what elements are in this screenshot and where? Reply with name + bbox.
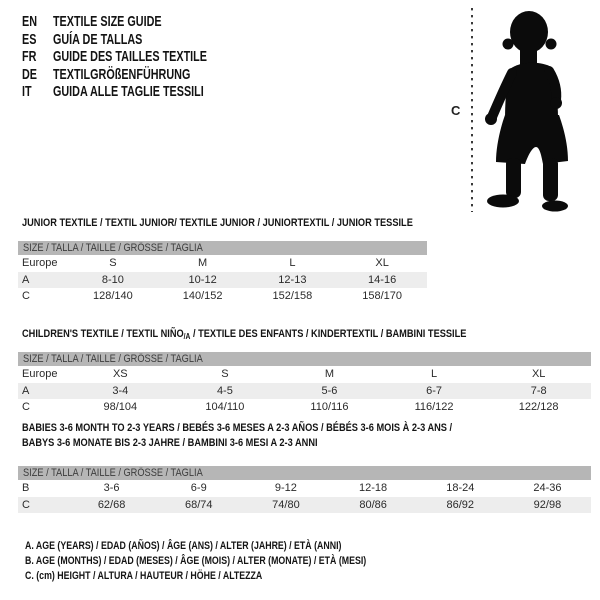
table-cell: 104/110 [205, 401, 245, 413]
table-cell: 24-36 [533, 482, 562, 494]
row-label: C [22, 499, 30, 511]
size-header-label: SIZE / TALLA / TAILLE / GRÖSSE / TAGLIA [23, 353, 203, 365]
size-header-bar [18, 466, 591, 480]
table-cell: M [324, 368, 335, 380]
table-row [18, 480, 591, 497]
table-cell: 4-5 [216, 385, 233, 397]
language-row-es [22, 31, 279, 49]
size-header-bar [18, 241, 427, 255]
table-cell: 7-8 [530, 385, 547, 397]
language-row-en [22, 13, 279, 31]
table-cell: 3-6 [103, 482, 120, 494]
footnote-c: C. (cm) HEIGHT / ALTURA / HAUTEUR / HÖHE / ALTEZZA [25, 570, 263, 582]
table-cell: 5-6 [321, 385, 338, 397]
size-header-bar [18, 352, 591, 366]
table-cell: 128/140 [92, 290, 133, 302]
language-row-fr [22, 48, 279, 66]
table-cell: 12-13 [278, 274, 307, 286]
table-row [18, 366, 591, 383]
row-label: Europe [22, 368, 58, 380]
table-cell: 86/92 [446, 499, 475, 511]
footnote-a: A. AGE (YEARS) / EDAD (AÑOS) / ÂGE (ANS) / ALTER (JAHRE) / ETÀ (ANNI) [25, 540, 342, 552]
table-cell: 8-10 [101, 274, 124, 286]
table-cell: 6-7 [426, 385, 443, 397]
table-cell: 18-24 [446, 482, 475, 494]
footnote-b: B. AGE (MONTHS) / EDAD (MESES) / ÂGE (MOIS) / ALTER (MONATE) / ETÀ (MESI) [25, 555, 367, 567]
row-label: B [22, 482, 30, 494]
table-cell: 6-9 [190, 482, 207, 494]
table-cell: 122/128 [518, 401, 559, 413]
guide-title-it: GUIDA ALLE TAGLIE TESSILI [52, 83, 204, 101]
table-row [18, 497, 591, 513]
language-code: ES [22, 30, 37, 48]
size-header-label: SIZE / TALLA / TAILLE / GRÖSSE / TAGLIA [23, 467, 203, 479]
language-code: EN [22, 13, 38, 30]
table-row [18, 272, 427, 288]
junior-size-table [18, 241, 427, 305]
table-cell: 10-12 [188, 274, 217, 286]
table-cell: L [289, 257, 296, 269]
table-row [18, 383, 591, 399]
table-cell: 98/104 [103, 401, 138, 413]
table-cell: 9-12 [274, 482, 297, 494]
babies-section-title [22, 421, 534, 451]
table-cell: M [198, 257, 208, 269]
table-cell: L [431, 368, 438, 380]
children-section-title [22, 327, 551, 344]
children-title-subscript: /A [183, 332, 191, 341]
table-cell: 110/116 [310, 401, 349, 413]
height-dotted-line [468, 6, 476, 214]
height-measure-label: C [451, 103, 461, 118]
guide-title-fr: GUIDE DES TAILLES TEXTILE [52, 48, 207, 66]
toddler-silhouette-icon [480, 5, 600, 220]
babies-title-line1: BABIES 3-6 MONTH TO 2-3 YEARS / BEBÉS 3-6 MESES A 2-3 AÑOS / BÉBÉS 3-6 MOIS À 2-3 ANS / [22, 422, 453, 434]
language-code: IT [22, 83, 32, 101]
table-cell: XL [531, 368, 546, 380]
table-cell: 14-16 [368, 274, 397, 286]
babies-size-table [18, 466, 591, 513]
table-cell: 12-18 [359, 482, 388, 494]
language-row-de [22, 66, 279, 84]
table-cell: 68/74 [184, 499, 213, 511]
row-label: C [22, 290, 30, 302]
table-cell: 140/152 [182, 290, 223, 302]
row-label: C [22, 401, 30, 413]
row-label: A [22, 385, 30, 397]
table-row [18, 399, 591, 416]
table-cell: 80/86 [359, 499, 387, 511]
table-row [18, 255, 427, 272]
language-list [22, 13, 279, 101]
guide-title-es: GUÍA DE TALLAS [52, 30, 143, 48]
language-code: DE [22, 65, 38, 83]
babies-title-line2: BABYS 3-6 MONATE BIS 2-3 JAHRE / BAMBINI 3-6 MESI A 2-3 ANNI [22, 437, 318, 449]
table-cell: S [109, 257, 117, 269]
table-cell: 62/68 [97, 499, 126, 511]
guide-title-en: TEXTILE SIZE GUIDE [52, 13, 162, 30]
row-label: Europe [22, 257, 58, 269]
children-title-part2: / TEXTILE DES ENFANTS / KINDERTEXTIL / BAMBINI TESSILE [190, 328, 467, 340]
table-cell: S [221, 368, 229, 380]
children-title-part1: CHILDREN'S TEXTILE / TEXTIL NIÑO [22, 328, 184, 340]
table-cell: XS [112, 368, 128, 380]
guide-title-de: TEXTILGRÖßENFÜHRUNG [52, 65, 191, 83]
table-cell: 3-4 [112, 385, 129, 397]
children-size-table [18, 352, 591, 416]
table-cell: XL [375, 257, 389, 269]
row-label: A [22, 274, 30, 286]
table-cell: 158/170 [362, 290, 402, 302]
junior-section-title: JUNIOR TEXTILE / TEXTIL JUNIOR/ TEXTILE JUNIOR / JUNIORTEXTIL / JUNIOR TESSILE [22, 217, 413, 229]
table-cell: 152/158 [272, 290, 313, 302]
size-header-label: SIZE / TALLA / TAILLE / GRÖSSE / TAGLIA [23, 242, 203, 254]
table-cell: 116/122 [414, 401, 454, 413]
table-cell: 74/80 [272, 499, 300, 511]
table-row [18, 288, 427, 305]
table-cell: 92/98 [533, 499, 562, 511]
language-row-it [22, 83, 279, 101]
language-code: FR [22, 48, 37, 66]
